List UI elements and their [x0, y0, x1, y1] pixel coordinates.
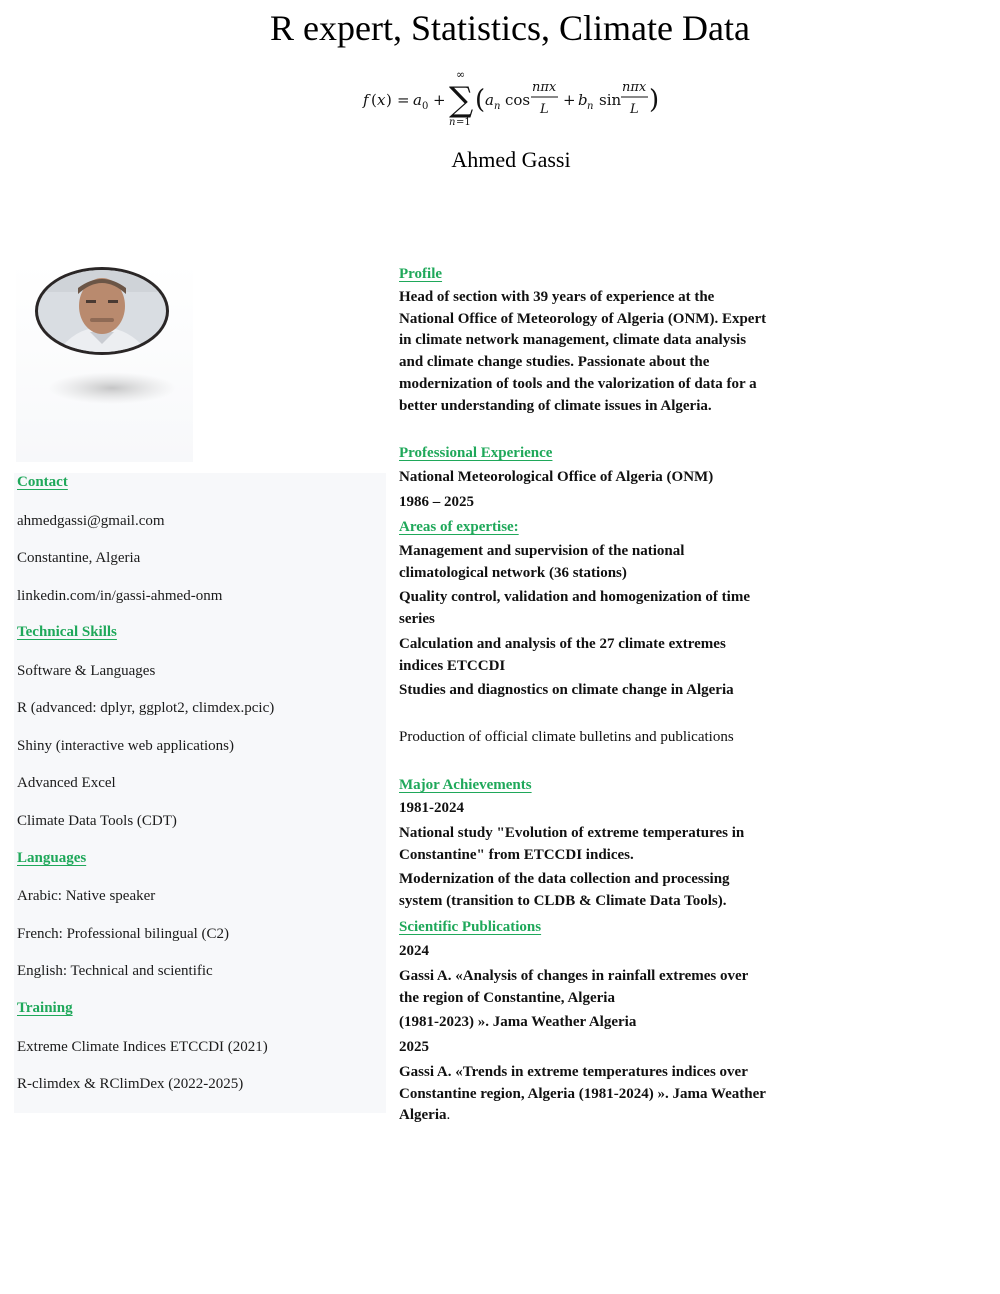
svg-text:a: a	[413, 91, 422, 109]
skill-item: Advanced Excel	[17, 775, 116, 791]
publication-text: Gassi A. «Analysis of changes in rainfall extremes over the region of Constantine, Algeria	[399, 968, 749, 1006]
svg-text:n: n	[587, 101, 594, 112]
svg-text:): )	[649, 85, 660, 115]
publication-year: 2025	[399, 1039, 429, 1055]
svg-text:n: n	[449, 117, 456, 128]
language-item: Arabic: Native speaker	[17, 888, 156, 904]
skill-item: Software & Languages	[17, 663, 156, 679]
profile-section-title: Profile	[399, 266, 443, 282]
svg-text:sin: sin	[599, 91, 622, 109]
experience-period: 1986 – 2025	[399, 494, 474, 510]
training-item: R-climdex & RClimDex (2022-2025)	[17, 1076, 244, 1092]
svg-text:=: =	[397, 91, 410, 109]
contact-linkedin[interactable]: linkedin.com/in/gassi-ahmed-onm	[17, 588, 223, 604]
skill-item: R (advanced: dplyr, ggplot2, climdex.pcic)	[17, 700, 275, 716]
training-item: Extreme Climate Indices ETCCDI (2021)	[17, 1039, 268, 1055]
svg-text:0: 0	[422, 101, 429, 112]
experience-organization: National Meteorological Office of Algeria (ONM)	[399, 469, 714, 485]
achievement-item: Modernization of the data collection and processing system (transition to CLDB & Climate Data Tools).	[399, 871, 730, 909]
svg-text:∞: ∞	[456, 68, 466, 81]
profile-text: Head of section with 39 years of experience at the National Office of Meteorology of Algeria (ONM). Expert in climate network management, climate data analysis and climate change studies. Passionate about the modernization of tools and the valorization of data for a better understanding of climate issues in Algeria.	[399, 289, 767, 414]
training-section-title: Training	[17, 1000, 73, 1016]
svg-text:b: b	[578, 91, 588, 109]
svg-text:nπx: nπx	[622, 80, 647, 95]
contact-section-title: Contact	[17, 474, 68, 490]
svg-text:cos: cos	[505, 91, 531, 109]
skill-item: Climate Data Tools (CDT)	[17, 813, 177, 829]
contact-location: Constantine, Algeria	[17, 550, 141, 566]
language-item: French: Professional bilingual (C2)	[17, 926, 230, 942]
svg-text:∑: ∑	[449, 80, 474, 120]
achievements-period: 1981-2024	[399, 800, 464, 816]
expertise-item: Production of official climate bulletins and publications	[399, 729, 734, 745]
expertise-item: Studies and diagnostics on climate change in Algeria	[399, 682, 734, 698]
expertise-item: Calculation and analysis of the 27 climate extremes indices ETCCDI	[399, 636, 726, 674]
publications-section-title: Scientific Publications	[399, 919, 542, 935]
svg-text:+: +	[563, 91, 576, 109]
experience-section-title: Professional Experience	[399, 445, 553, 461]
skill-item: Shiny (interactive web applications)	[17, 738, 235, 754]
svg-text:n: n	[494, 101, 501, 112]
publication-year: 2024	[399, 943, 429, 959]
profile-photo	[16, 262, 193, 462]
svg-text:(: (	[371, 91, 377, 109]
publication-entry	[399, 1062, 769, 1127]
page-title: R expert, Statistics, Climate Data	[270, 8, 750, 48]
contact-email[interactable]: ahmedgassi@gmail.com	[17, 513, 165, 529]
person-name: Ahmed Gassi	[451, 147, 571, 172]
fourier-formula	[360, 66, 670, 128]
expertise-item: Management and supervision of the national climatological network (36 stations)	[399, 543, 685, 581]
expertise-section-title: Areas of expertise:	[399, 519, 519, 535]
language-item: English: Technical and scientific	[17, 963, 213, 979]
publication-text-continued: (1981-2023) ». Jama Weather Algeria	[399, 1014, 637, 1030]
svg-text:L: L	[540, 102, 549, 117]
achievements-section-title: Major Achievements	[399, 777, 532, 793]
svg-text:x: x	[377, 91, 386, 109]
profile-photo-card	[16, 262, 193, 462]
sidebar	[14, 473, 386, 1113]
publication-text: Gassi A. «Trends in extreme temperatures indices over Constantine region, Algeria (1981-2024) ». Jama Weather Algeria	[399, 1064, 766, 1124]
publication-text-end: .	[446, 1107, 451, 1124]
achievement-item: National study "Evolution of extreme temperatures in Constantine" from ETCCDI indices.	[399, 825, 745, 863]
languages-section-title: Languages	[17, 850, 87, 866]
svg-text:): )	[386, 91, 392, 109]
svg-text:=1: =1	[456, 117, 471, 128]
svg-text:+: +	[433, 91, 446, 109]
svg-text:L: L	[630, 102, 639, 117]
svg-text:a: a	[485, 91, 494, 109]
svg-text:(: (	[475, 85, 486, 115]
svg-text:f: f	[363, 91, 369, 109]
skills-section-title: Technical Skills	[17, 624, 117, 640]
svg-text:nπx: nπx	[532, 80, 557, 95]
expertise-item: Quality control, validation and homogenization of time series	[399, 589, 750, 627]
